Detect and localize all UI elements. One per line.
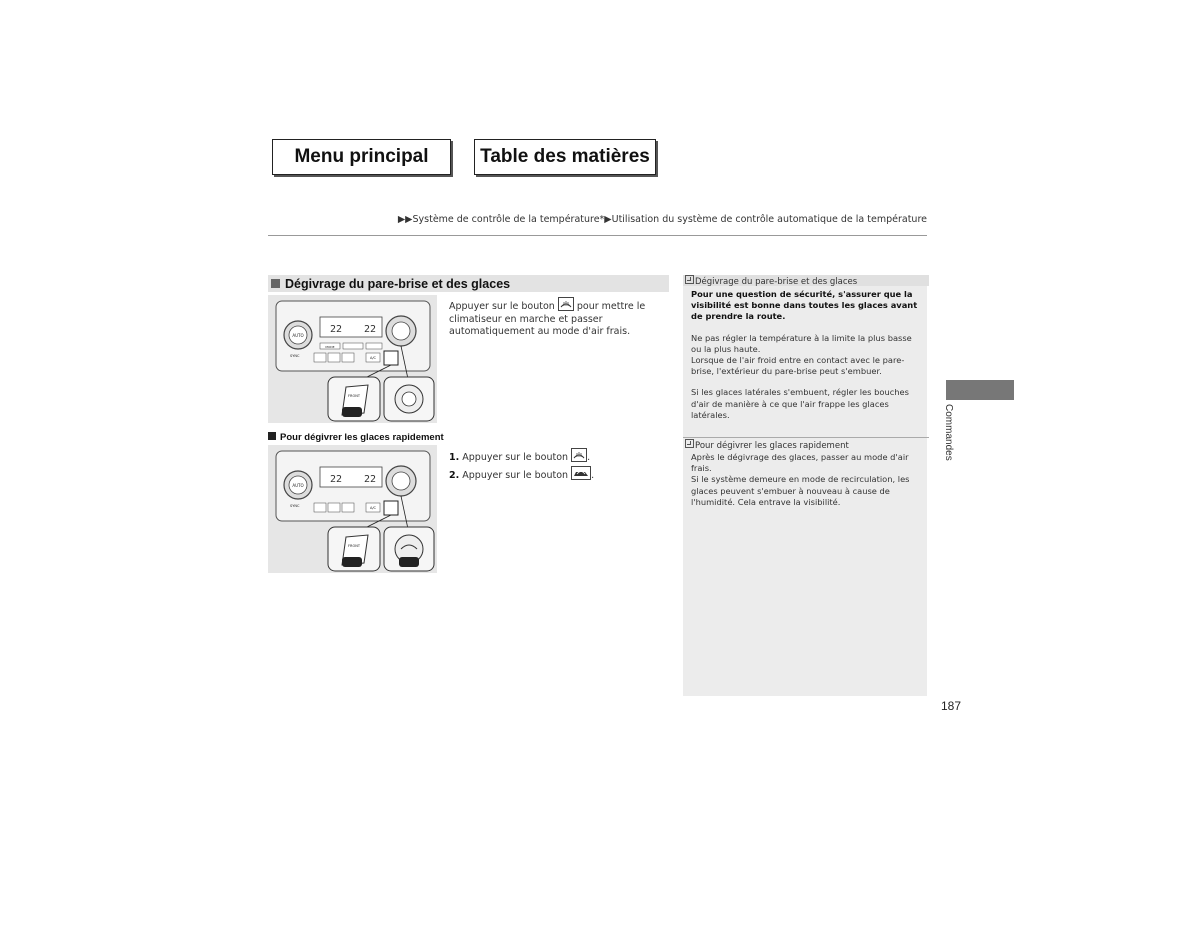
side-notes-panel: [683, 275, 927, 696]
section-title: Dégivrage du pare-brise et des glaces: [285, 276, 511, 291]
subsection-heading: Pour dégivrer les glaces rapidement: [268, 432, 444, 443]
table-des-matieres-button[interactable]: Table des matières: [474, 139, 656, 175]
header-divider: [268, 235, 927, 236]
svg-text:22: 22: [330, 474, 343, 485]
svg-text:SYNC: SYNC: [290, 354, 300, 358]
section-square-icon: [271, 279, 280, 288]
side-note-1: Pour une question de sécurité, s'assurer que la visibilité est bonne dans toutes les glaces avant de prendre la route. Ne pas régler la température à la limite la plus basse ou la plus haute. Lorsque de l'air froid entre en contact avec le pare-brise, l'extérieur du pare-brise peut s'embuer. Si les glaces latérales s'embuent, régler les bouches d'air de manière à ce que l'air frappe les glaces latérales.: [691, 289, 918, 420]
climate-panel-illustration-defrost: [268, 295, 437, 423]
side-note-header-2: Pour dégivrer les glaces rapidement: [683, 437, 929, 450]
climate-panel-drawing-2: [268, 445, 437, 573]
svg-text:SYNC: SYNC: [290, 504, 300, 508]
svg-text:MODE: MODE: [325, 345, 335, 349]
auto-label: AUTO: [292, 333, 304, 338]
front-defrost-button-icon: [571, 448, 587, 462]
side-note-header-1: Dégivrage du pare-brise et des glaces: [683, 275, 929, 286]
note-icon: [685, 439, 694, 448]
chapter-tab[interactable]: [946, 380, 1014, 400]
note-icon: [685, 275, 694, 284]
svg-text:A/C: A/C: [369, 356, 377, 360]
steps-list: [449, 448, 594, 484]
front-defrost-button-icon: [558, 297, 574, 311]
svg-text:FRONT: FRONT: [348, 394, 360, 398]
page-number: 187: [941, 699, 962, 713]
step-item: 2. Appuyer sur le bouton .: [449, 466, 594, 484]
subsection-square-icon: [268, 432, 276, 440]
menu-principal-button[interactable]: Menu principal: [272, 139, 451, 175]
svg-text:22: 22: [364, 474, 377, 485]
section-heading: [268, 275, 669, 292]
breadcrumb: ▶▶Système de contrôle de la température*▶Utilisation du système de contrôle automatique de la température: [397, 214, 927, 225]
section-body: Appuyer sur le bouton pour mettre le climatiseur en marche et passer automatiquement au mode d'air frais.: [449, 297, 669, 339]
svg-text:A/C: A/C: [369, 506, 377, 510]
climate-panel-illustration-quick-defrost: [268, 445, 437, 573]
svg-text:AUTO: AUTO: [292, 483, 304, 488]
recirculation-button-icon: [571, 466, 591, 480]
side-note-2: Après le dégivrage des glaces, passer au mode d'air frais. Si le système demeure en mode de recirculation, les glaces peuvent s'embuer à nouveau à cause de l'humidité. Cela entrave la visibilité.: [691, 452, 910, 507]
svg-text:22: 22: [330, 324, 343, 335]
svg-text:FRONT: FRONT: [348, 544, 360, 548]
chapter-tab-label: Commandes: [943, 404, 954, 461]
step-item: 1. Appuyer sur le bouton .: [449, 448, 594, 466]
climate-panel-drawing: [268, 295, 437, 423]
svg-text:22: 22: [364, 324, 377, 335]
